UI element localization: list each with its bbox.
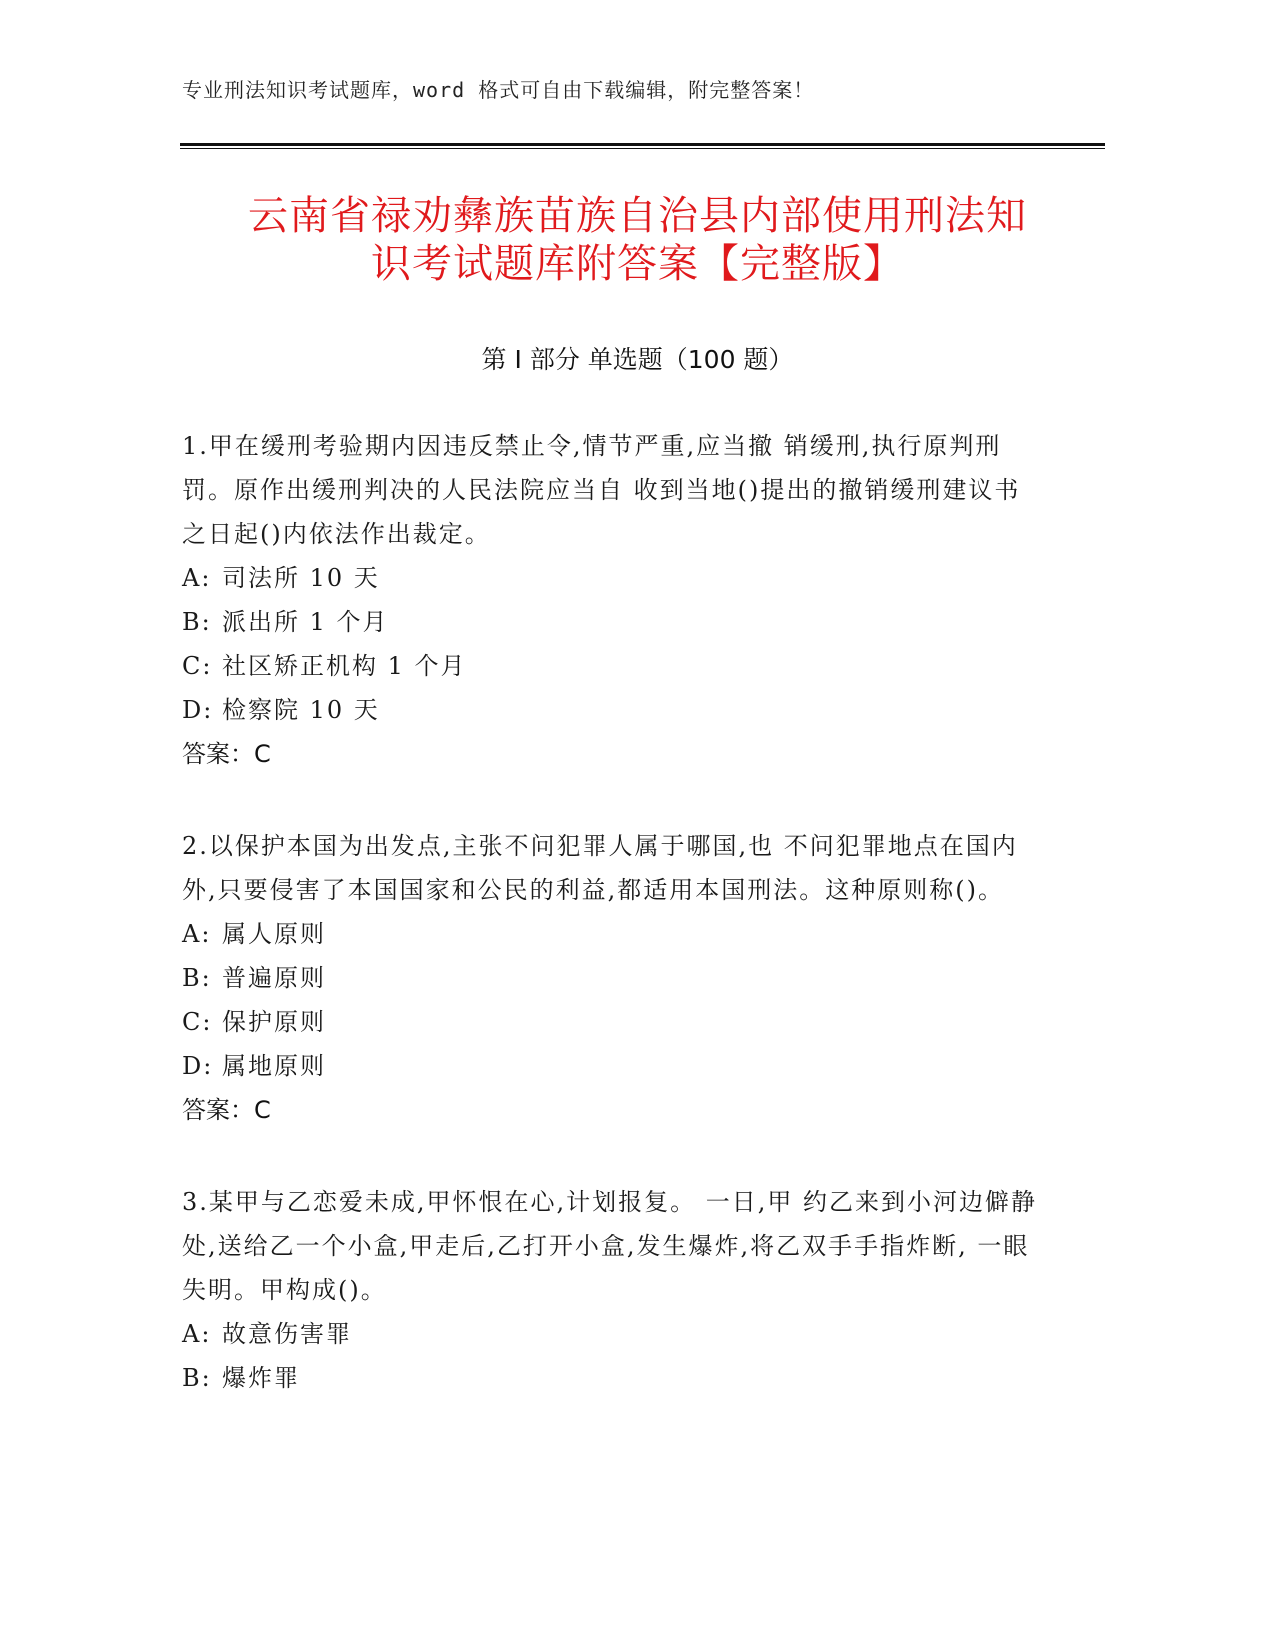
option-key: A:: [182, 920, 212, 948]
option-text: 爆炸罪: [222, 1364, 300, 1392]
answer-label: 答案：C: [182, 740, 271, 768]
option-c: [182, 644, 1042, 688]
option-text: 故意伤害罪: [222, 1320, 352, 1348]
question-list: [182, 424, 1042, 1448]
section-heading: 第 I 部分 单选题（100 题）: [481, 345, 794, 374]
question-stem: 3.某甲与乙恋爱未成,甲怀恨在心,计划报复。 一日,甲 约乙来到小河边僻静处,送给乙一个小盒,甲走后,乙打开小盒,发生爆炸,将乙双手手指炸断, 一眼失明。甲构成()。: [182, 1188, 1038, 1304]
option-b: [182, 600, 1042, 644]
option-text: 检察院 10 天: [222, 696, 380, 724]
option-d: [182, 688, 1042, 732]
option-key: D:: [182, 1052, 214, 1080]
question-1: [182, 424, 1042, 776]
option-a: [182, 912, 1042, 956]
option-text: 司法所 10 天: [222, 564, 380, 592]
option-text: 属地原则: [222, 1052, 326, 1080]
option-text: 保护原则: [222, 1008, 326, 1036]
document-title: [150, 192, 1125, 288]
option-key: C:: [182, 1008, 213, 1036]
question-2: [182, 824, 1042, 1132]
option-key: A:: [182, 1320, 212, 1348]
option-c: [182, 1000, 1042, 1044]
header-note: 专业刑法知识考试题库，word 格式可自由下载编辑，附完整答案！: [182, 78, 815, 102]
option-key: C:: [182, 652, 213, 680]
option-text: 普遍原则: [222, 964, 326, 992]
question-3: [182, 1180, 1042, 1400]
option-d: [182, 1044, 1042, 1088]
title-line-2: 识考试题库附答案【完整版】: [371, 241, 904, 287]
question-stem: 2.以保护本国为出发点,主张不问犯罪人属于哪国,也 不问犯罪地点在国内外,只要侵害了本国国家和公民的利益,都适用本国刑法。这种原则称()。: [182, 832, 1018, 904]
header-divider: [180, 143, 1105, 146]
option-key: B:: [182, 964, 212, 992]
option-b: [182, 1356, 1042, 1400]
answer-label: 答案：C: [182, 1096, 271, 1124]
option-key: D:: [182, 696, 214, 724]
option-key: B:: [182, 608, 212, 636]
option-key: B:: [182, 1364, 212, 1392]
option-a: [182, 1312, 1042, 1356]
option-text: 派出所 1 个月: [222, 608, 389, 636]
title-line-1: 云南省禄劝彝族苗族自治县内部使用刑法知: [248, 193, 1027, 239]
option-key: A:: [182, 564, 212, 592]
option-a: [182, 556, 1042, 600]
option-text: 社区矫正机构 1 个月: [222, 652, 467, 680]
option-text: 属人原则: [222, 920, 326, 948]
question-stem: 1.甲在缓刑考验期内因违反禁止令,情节严重,应当撤 销缓刑,执行原判刑罚。原作出缓刑判决的人民法院应当自 收到当地()提出的撤销缓刑建议书之日起()内依法作出裁定。: [182, 432, 1021, 548]
option-b: [182, 956, 1042, 1000]
